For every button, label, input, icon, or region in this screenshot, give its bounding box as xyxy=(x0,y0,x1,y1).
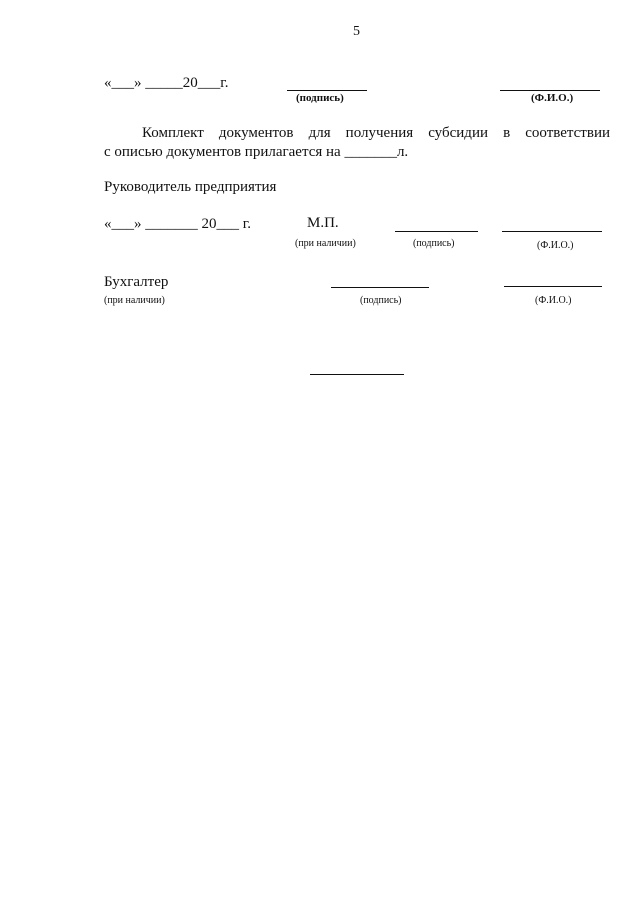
fio-line-3 xyxy=(504,286,602,287)
fio-caption-2: (Ф.И.О.) xyxy=(537,240,574,251)
signature-caption-3: (подпись) xyxy=(360,295,402,306)
paragraph-line-2: с описью документов прилагается на _______л. xyxy=(104,144,409,160)
closing-separator xyxy=(310,374,404,375)
fio-caption-1: (Ф.И.О.) xyxy=(531,92,574,104)
fio-line-1 xyxy=(500,90,600,91)
head-title: Руководитель предприятия xyxy=(104,179,277,195)
signature-line-3 xyxy=(331,287,429,288)
fio-line-2 xyxy=(502,231,602,232)
accountant-presence-caption: (при наличии) xyxy=(104,295,165,306)
stamp-caption: (при наличии) xyxy=(295,238,356,249)
accountant-title: Бухгалтер xyxy=(104,274,169,290)
paragraph-line-1: Комплект документов для получения субсидии в соответствии xyxy=(142,125,610,141)
signature-caption-1: (подпись) xyxy=(296,92,344,104)
page-number: 5 xyxy=(353,24,360,39)
signature-line-2 xyxy=(395,231,478,232)
date-line-1: «___» _____20___г. xyxy=(104,75,229,91)
documents-paragraph xyxy=(104,124,610,162)
date-line-2: «___» _______ 20___ г. xyxy=(104,216,251,232)
fio-caption-3: (Ф.И.О.) xyxy=(535,295,572,306)
signature-line-1 xyxy=(287,90,367,91)
stamp-label: М.П. xyxy=(307,215,339,231)
signature-caption-2: (подпись) xyxy=(413,238,455,249)
